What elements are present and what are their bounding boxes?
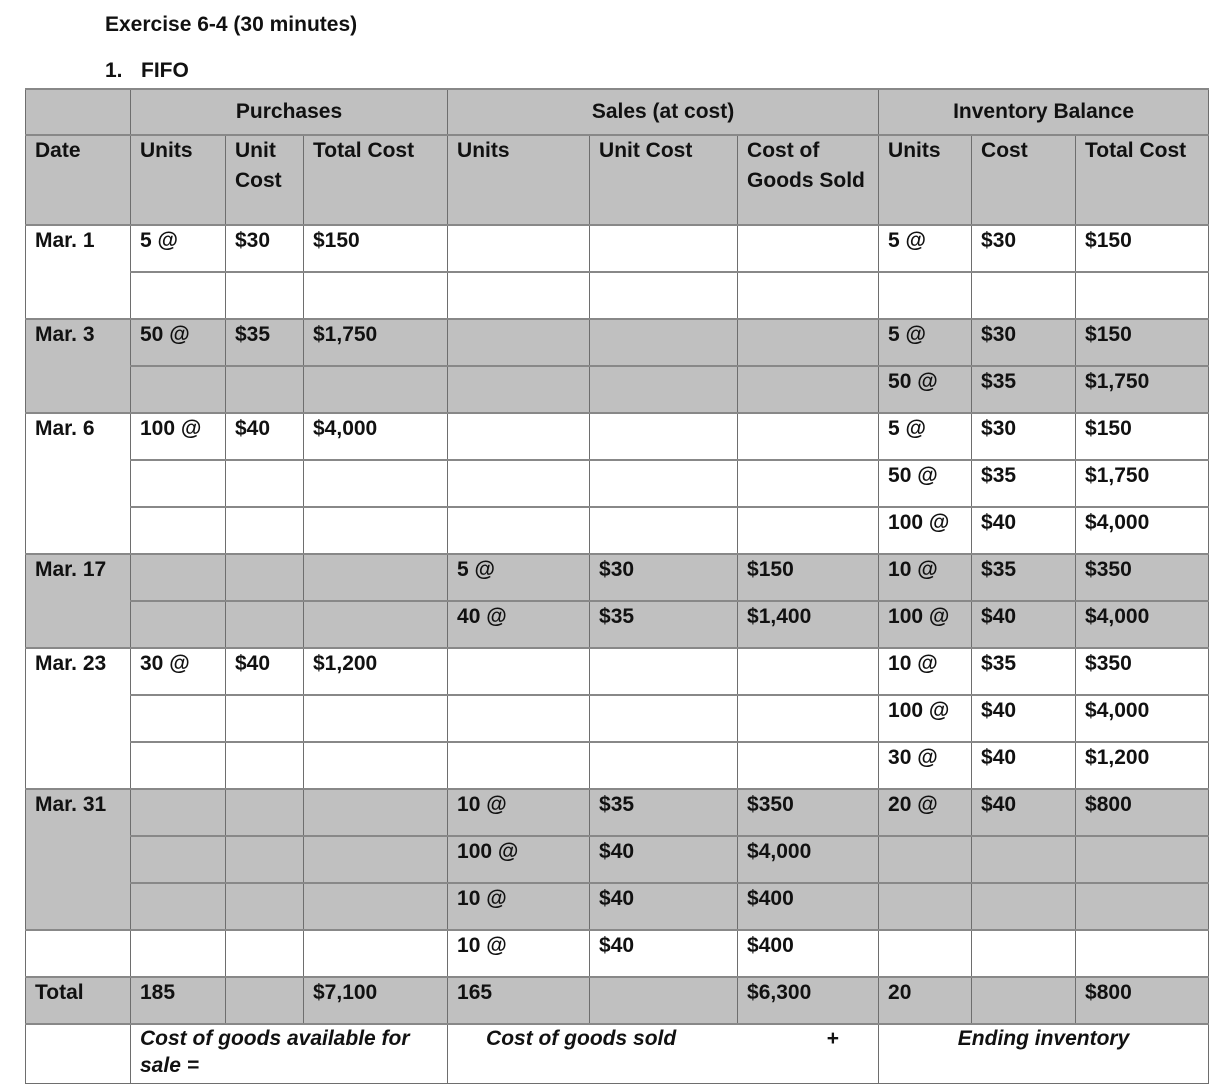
inventory-units-cell: 5 @ — [879, 413, 972, 460]
section-label: FIFO — [141, 59, 189, 82]
inventory-cost-cell: $40 — [972, 742, 1076, 789]
inventory-cost-cell: $35 — [972, 460, 1076, 507]
blank-footer-cell — [26, 1024, 131, 1084]
purchase-units-cell — [131, 554, 226, 601]
purchase-total-cost-cell: $150 — [304, 225, 448, 272]
sales-unit-cost-cell — [590, 460, 738, 507]
purchase-unit-cost-cell — [226, 460, 304, 507]
sales-unit-cost-cell — [590, 695, 738, 742]
table-row — [26, 742, 1209, 789]
purchase-total-cost-cell: $4,000 — [304, 413, 448, 460]
cost-of-goods-sold-cell: $1,400 — [738, 601, 879, 648]
purchase-unit-cost-cell: $30 — [226, 225, 304, 272]
purchase-units-cell — [131, 695, 226, 742]
table-row — [26, 507, 1209, 554]
cost-of-goods-sold-cell: $4,000 — [738, 836, 879, 883]
date-cell: Mar. 23 — [26, 648, 131, 789]
table-row — [26, 225, 1209, 272]
purchase-total-cost-cell — [304, 366, 448, 413]
sales-units-cell: 165 — [448, 977, 590, 1024]
table-row — [26, 554, 1209, 601]
fifo-inventory-table — [25, 88, 1209, 1084]
inventory-cost-cell: $40 — [972, 601, 1076, 648]
inventory-cost-cell — [972, 272, 1076, 319]
purchase-units-cell: 50 @ — [131, 319, 226, 366]
cost-of-goods-sold-cell: $400 — [738, 883, 879, 930]
purchase-units-cell: 185 — [131, 977, 226, 1024]
cost-of-goods-sold-cell — [738, 460, 879, 507]
sales-unit-cost-cell — [590, 366, 738, 413]
inventory-units-cell: 5 @ — [879, 225, 972, 272]
table-row — [26, 272, 1209, 319]
table-row — [26, 460, 1209, 507]
cost-available-label: Cost of goods available for sale = — [131, 1024, 448, 1084]
cogs-label: Cost of goods sold — [486, 1027, 677, 1050]
purchase-total-cost-cell: $1,200 — [304, 648, 448, 695]
inventory-total-cost-cell: $800 — [1076, 977, 1209, 1024]
date-cell: Total — [26, 977, 131, 1024]
sales-units-cell: 100 @ — [448, 836, 590, 883]
ending-inventory-label: Ending inventory — [879, 1024, 1209, 1084]
table-row — [26, 648, 1209, 695]
inventory-cost-cell — [972, 836, 1076, 883]
inventory-units-cell: 30 @ — [879, 742, 972, 789]
date-cell: Mar. 6 — [26, 413, 131, 554]
inventory-cost-cell: $40 — [972, 507, 1076, 554]
cost-of-goods-sold-cell — [738, 742, 879, 789]
date-header: Date — [26, 135, 131, 225]
inventory-units-cell: 20 — [879, 977, 972, 1024]
date-cell — [26, 930, 131, 977]
inventory-total-cost-cell: $4,000 — [1076, 507, 1209, 554]
purchase-unit-cost-header: Unit Cost — [226, 135, 304, 225]
purchase-unit-cost-cell — [226, 883, 304, 930]
inventory-total-cost-cell — [1076, 836, 1209, 883]
date-cell: Mar. 17 — [26, 554, 131, 648]
cost-of-goods-sold-cell — [738, 648, 879, 695]
purchase-total-cost-cell — [304, 507, 448, 554]
sales-unit-cost-cell: $30 — [590, 554, 738, 601]
sales-unit-cost-cell — [590, 648, 738, 695]
purchase-units-cell: 30 @ — [131, 648, 226, 695]
table-row — [26, 789, 1209, 836]
purchase-unit-cost-cell — [226, 507, 304, 554]
purchase-total-cost-header: Total Cost — [304, 135, 448, 225]
date-cell: Mar. 1 — [26, 225, 131, 319]
table-row — [26, 366, 1209, 413]
purchase-total-cost-cell — [304, 883, 448, 930]
purchase-unit-cost-cell — [226, 930, 304, 977]
sales-unit-cost-cell — [590, 225, 738, 272]
sales-units-cell — [448, 366, 590, 413]
purchase-unit-cost-cell — [226, 977, 304, 1024]
table-row — [26, 930, 1209, 977]
cogs-footer-cell — [448, 1024, 879, 1084]
inventory-cost-cell: $40 — [972, 695, 1076, 742]
purchase-units-cell — [131, 930, 226, 977]
cost-of-goods-sold-cell — [738, 366, 879, 413]
inventory-cost-cell: $30 — [972, 319, 1076, 366]
purchase-unit-cost-cell — [226, 695, 304, 742]
table-row — [26, 836, 1209, 883]
purchase-total-cost-cell — [304, 930, 448, 977]
sales-unit-cost-cell — [590, 507, 738, 554]
purchase-units-cell — [131, 883, 226, 930]
inventory-units-header: Units — [879, 135, 972, 225]
sales-unit-cost-cell: $40 — [590, 930, 738, 977]
sales-units-cell — [448, 695, 590, 742]
inventory-cost-cell: $35 — [972, 554, 1076, 601]
summary-row — [26, 1024, 1209, 1084]
inventory-total-cost-header: Total Cost — [1076, 135, 1209, 225]
purchase-units-cell: 5 @ — [131, 225, 226, 272]
table-row — [26, 883, 1209, 930]
sales-unit-cost-cell: $35 — [590, 601, 738, 648]
inventory-cost-header: Cost — [972, 135, 1076, 225]
inventory-total-cost-cell — [1076, 930, 1209, 977]
purchase-units-cell — [131, 272, 226, 319]
inventory-cost-cell — [972, 883, 1076, 930]
cost-of-goods-sold-cell — [738, 319, 879, 366]
purchase-unit-cost-cell — [226, 601, 304, 648]
sales-unit-cost-cell — [590, 413, 738, 460]
sales-units-cell — [448, 272, 590, 319]
cost-of-goods-sold-cell — [738, 695, 879, 742]
sales-units-cell: 40 @ — [448, 601, 590, 648]
inventory-group-header: Inventory Balance — [879, 89, 1209, 135]
sales-units-cell — [448, 648, 590, 695]
purchase-unit-cost-cell: $40 — [226, 413, 304, 460]
sales-unit-cost-cell — [590, 319, 738, 366]
cost-of-goods-sold-cell: $6,300 — [738, 977, 879, 1024]
purchase-units-cell: 100 @ — [131, 413, 226, 460]
sales-unit-cost-cell — [590, 742, 738, 789]
sales-units-cell: 5 @ — [448, 554, 590, 601]
inventory-units-cell: 100 @ — [879, 601, 972, 648]
inventory-units-cell — [879, 836, 972, 883]
inventory-units-cell — [879, 883, 972, 930]
purchase-unit-cost-cell: $35 — [226, 319, 304, 366]
inventory-total-cost-cell: $4,000 — [1076, 601, 1209, 648]
purchase-unit-cost-cell — [226, 366, 304, 413]
inventory-total-cost-cell: $4,000 — [1076, 695, 1209, 742]
sales-unit-cost-cell — [590, 977, 738, 1024]
cost-of-goods-sold-cell: $400 — [738, 930, 879, 977]
inventory-units-cell: 20 @ — [879, 789, 972, 836]
cost-of-goods-sold-cell — [738, 272, 879, 319]
sales-units-cell: 10 @ — [448, 789, 590, 836]
purchase-unit-cost-cell — [226, 554, 304, 601]
sales-units-cell — [448, 460, 590, 507]
inventory-total-cost-cell: $1,750 — [1076, 366, 1209, 413]
inventory-units-cell — [879, 930, 972, 977]
inventory-cost-cell: $40 — [972, 789, 1076, 836]
cost-of-goods-sold-header: Cost of Goods Sold — [738, 135, 879, 225]
purchase-total-cost-cell — [304, 789, 448, 836]
cost-of-goods-sold-cell: $150 — [738, 554, 879, 601]
purchase-unit-cost-cell: $40 — [226, 648, 304, 695]
inventory-cost-cell: $35 — [972, 366, 1076, 413]
purchase-total-cost-cell — [304, 272, 448, 319]
purchase-unit-cost-cell — [226, 836, 304, 883]
sales-units-cell — [448, 742, 590, 789]
inventory-units-cell: 50 @ — [879, 460, 972, 507]
purchase-unit-cost-cell — [226, 742, 304, 789]
inventory-total-cost-cell — [1076, 272, 1209, 319]
purchase-total-cost-cell — [304, 601, 448, 648]
inventory-total-cost-cell: $150 — [1076, 413, 1209, 460]
sales-units-cell — [448, 507, 590, 554]
table-row — [26, 601, 1209, 648]
inventory-total-cost-cell: $1,750 — [1076, 460, 1209, 507]
sales-units-header: Units — [448, 135, 590, 225]
group-header-row — [26, 89, 1209, 135]
inventory-units-cell: 100 @ — [879, 507, 972, 554]
inventory-cost-cell: $30 — [972, 413, 1076, 460]
exercise-title: Exercise 6-4 (30 minutes) — [105, 13, 358, 36]
inventory-units-cell: 10 @ — [879, 554, 972, 601]
date-cell: Mar. 3 — [26, 319, 131, 413]
cost-of-goods-sold-cell — [738, 413, 879, 460]
sales-unit-cost-cell: $40 — [590, 836, 738, 883]
sales-units-cell — [448, 319, 590, 366]
section-heading — [105, 59, 189, 83]
inventory-total-cost-cell: $150 — [1076, 319, 1209, 366]
inventory-total-cost-cell — [1076, 883, 1209, 930]
sales-unit-cost-cell: $40 — [590, 883, 738, 930]
purchase-total-cost-cell: $1,750 — [304, 319, 448, 366]
blank-header-cell — [26, 89, 131, 135]
sales-units-cell — [448, 225, 590, 272]
purchase-units-cell — [131, 836, 226, 883]
purchase-total-cost-cell — [304, 695, 448, 742]
inventory-units-cell: 100 @ — [879, 695, 972, 742]
sales-units-cell — [448, 413, 590, 460]
purchase-unit-cost-cell — [226, 789, 304, 836]
purchase-units-cell — [131, 601, 226, 648]
purchase-total-cost-cell: $7,100 — [304, 977, 448, 1024]
cost-of-goods-sold-cell — [738, 225, 879, 272]
purchase-total-cost-cell — [304, 554, 448, 601]
plus-sign: + — [826, 1027, 840, 1050]
date-cell: Mar. 31 — [26, 789, 131, 930]
purchase-units-cell — [131, 366, 226, 413]
table-row — [26, 695, 1209, 742]
inventory-units-cell: 5 @ — [879, 319, 972, 366]
inventory-cost-cell — [972, 930, 1076, 977]
sales-unit-cost-cell: $35 — [590, 789, 738, 836]
inventory-total-cost-cell: $350 — [1076, 554, 1209, 601]
sales-units-cell: 10 @ — [448, 883, 590, 930]
purchase-units-cell — [131, 789, 226, 836]
inventory-cost-cell: $35 — [972, 648, 1076, 695]
purchase-units-cell — [131, 742, 226, 789]
purchases-group-header: Purchases — [131, 89, 448, 135]
inventory-units-cell — [879, 272, 972, 319]
sales-unit-cost-cell — [590, 272, 738, 319]
sales-group-header: Sales (at cost) — [448, 89, 879, 135]
inventory-total-cost-cell: $1,200 — [1076, 742, 1209, 789]
purchase-units-header: Units — [131, 135, 226, 225]
cost-of-goods-sold-cell — [738, 507, 879, 554]
inventory-units-cell: 10 @ — [879, 648, 972, 695]
purchase-total-cost-cell — [304, 742, 448, 789]
purchase-total-cost-cell — [304, 836, 448, 883]
inventory-total-cost-cell: $350 — [1076, 648, 1209, 695]
purchase-total-cost-cell — [304, 460, 448, 507]
purchase-units-cell — [131, 460, 226, 507]
table-row — [26, 413, 1209, 460]
inventory-cost-cell: $30 — [972, 225, 1076, 272]
column-header-row — [26, 135, 1209, 225]
table-row — [26, 977, 1209, 1024]
purchase-unit-cost-cell — [226, 272, 304, 319]
inventory-units-cell: 50 @ — [879, 366, 972, 413]
purchase-units-cell — [131, 507, 226, 554]
inventory-total-cost-cell: $800 — [1076, 789, 1209, 836]
table-row — [26, 319, 1209, 366]
sales-unit-cost-header: Unit Cost — [590, 135, 738, 225]
sales-units-cell: 10 @ — [448, 930, 590, 977]
section-number: 1. — [105, 59, 123, 82]
cost-of-goods-sold-cell: $350 — [738, 789, 879, 836]
inventory-cost-cell — [972, 977, 1076, 1024]
inventory-total-cost-cell: $150 — [1076, 225, 1209, 272]
